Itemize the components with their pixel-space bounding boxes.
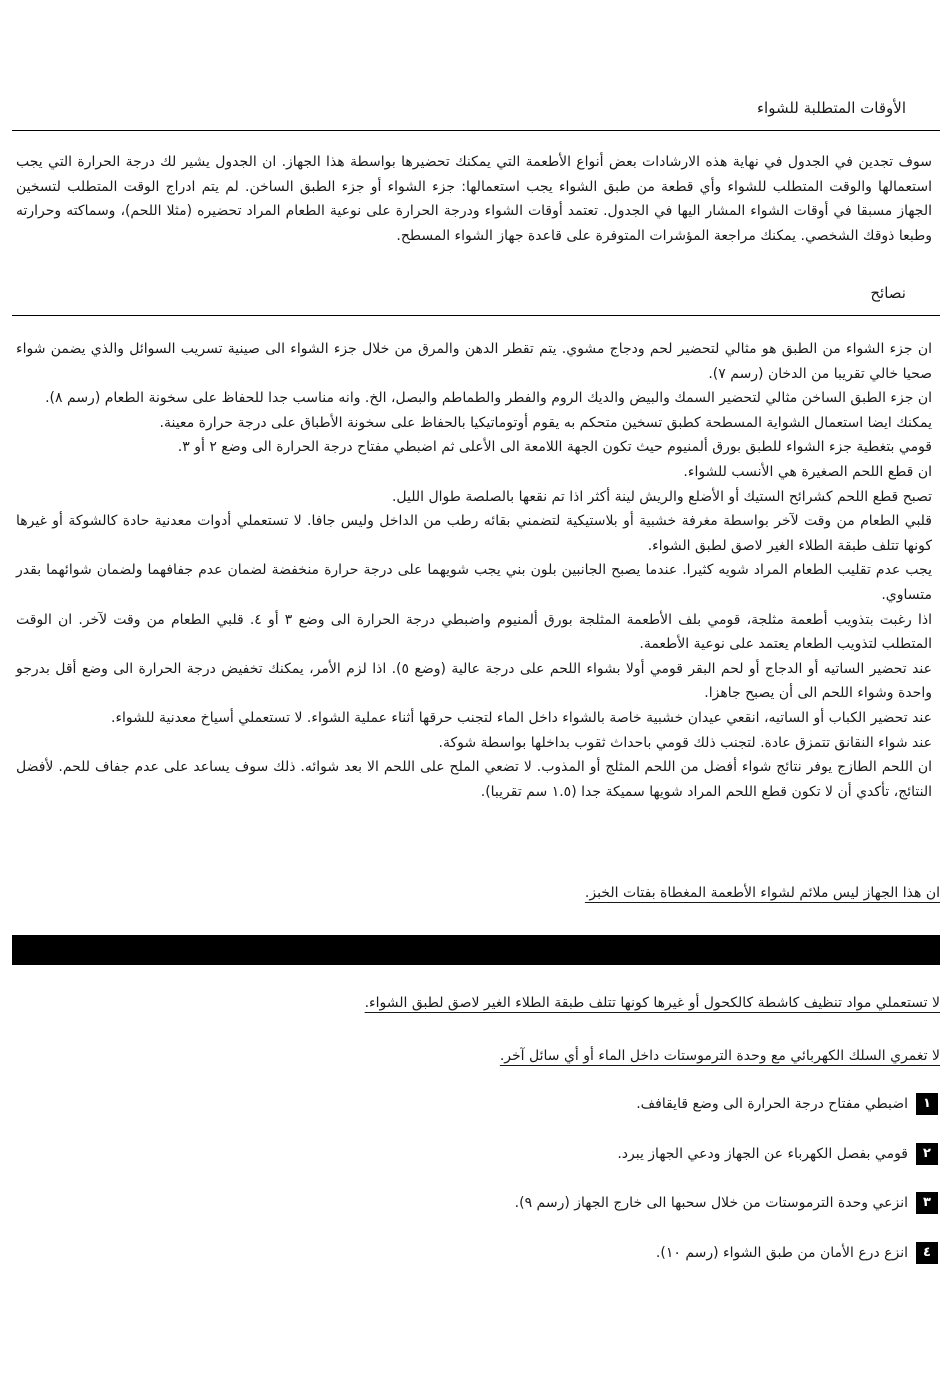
tips-list (16, 337, 932, 804)
step-3 (515, 1192, 938, 1214)
step-1 (636, 1093, 938, 1115)
section-divider (12, 315, 940, 316)
step-text: انزع درع الأمان من طبق الشواء (رسم ١٠). (655, 1245, 908, 1261)
grilling-times-paragraph: سوف تجدين في الجدول في نهاية هذه الارشادات بعض أنواع الأطعمة التي يمكنك تحضيرها بواسطة هذا الجهاز. ان الجدول يشير لك درجة الحرارة التي يجب استعمالها والوقت المتطلب للشواء وأي قطعة من طبق الشواء يجب استعمالها: جزء الشواء أو جزء الطبق الساخن. لم يتم ادراج الوقت المتطلب لتسخين الجهاز مسبقا في أوقات الشواء المشار اليها في الجدول. تعتمد أوقات الشواء ودرجة الحرارة على نوعية الطعام المراد تحضيره (مثلا اللحم)، وسماكته وحرارته وطبعا ذوقك الشخصي. يمكنك مراجعة المؤشرات المتوفرة على قاعدة جهاز الشواء المسطح. (16, 154, 932, 244)
step-text: اضبطي مفتاح درجة الحرارة الى وضع قايقافف. (636, 1096, 908, 1112)
section-title-grilling-times: الأوقات المتطلبة للشواء (756, 99, 906, 117)
step-number-badge: ٢ (916, 1143, 938, 1165)
step-number-badge: ٣ (916, 1192, 938, 1214)
tip-item: ان جزء الطبق الساخن مثالي لتحضير السمك والبيض والديك الروم والفطر والطماطم والبصل، الخ. وانه مناسب جدا للحفاظ على سخونة الطعام (رسم ٨). (45, 390, 932, 407)
tip-item: يجب عدم تقليب الطعام المراد شويه كثيرا. عندما يصبح الجانبين بلون بني يجب شويهما على درجة حرارة منخفضة لضمان عدم جفافهما ولضمان شوائهما بقدر متساوي. (16, 562, 932, 603)
tip-item: ان قطع اللحم الصغيرة هي الأنسب للشواء. (683, 463, 932, 480)
step-4 (656, 1242, 938, 1264)
breadcrumb-warning: ان هذا الجهاز ليس ملائم لشواء الأطعمة المغطاة بفتات الخبز. (584, 885, 940, 901)
tip-item: يمكنك ايضا استعمال الشواية المسطحة كطبق تسخين متحكم به يقوم أوتوماتيكيا بالحفاظ على سخونة الأطباق على درجة حرارة معينة. (159, 414, 932, 431)
section-header-band (12, 935, 940, 965)
immersion-warning: لا تغمري السلك الكهربائي مع وحدة الترموستات داخل الماء أو أي سائل آخر. (499, 1048, 940, 1064)
tip-item: عند شواء النقانق تتمزق عادة. لتجنب ذلك قومي باحداث ثقوب بداخلها بواسطة شوكة. (438, 734, 932, 751)
tip-item: قومي بتغطية جزء الشواء للطبق بورق ألمنيوم حيث تكون الجهة اللامعة الى الأعلى ثم اضبطي مفتاح درجة الحرارة الى وضع ٢ أو ٣. (177, 439, 932, 456)
tip-item: ان جزء الشواء من الطبق هو مثالي لتحضير لحم ودجاج مشوي. يتم تقطر الدهن والمرق من خلال جزء الشواء الى صينية تسريب السوائل والذي يضمن شواء صحيا خالي تقريبا من الدخان (رسم ٧). (16, 341, 932, 382)
tip-item: ان اللحم الطازج يوفر نتائج شواء أفضل من اللحم المثلج أو المذوب. لا تضعي الملح على اللحم الا بعد شوائه. ذلك سوف يساعد على عدم جفاف للحم. لأفضل النتائج، تأكدي أن لا تكون قطع اللحم المراد شويها سميكة جدا (١.٥ سم تقريبا). (16, 759, 932, 800)
step-text: انزعي وحدة الترموستات من خلال سحبها الى خارج الجهاز (رسم ٩). (514, 1195, 908, 1211)
section-divider (12, 130, 940, 131)
tip-item: اذا رغبت بتذويب أطعمة مثلجة، قومي بلف الأطعمة المثلجة بورق ألمنيوم واضبطي درجة الحرارة الى وضع ٣ أو ٤. قلبي الطعام من وقت لآخر. ان الوقت المتطلب لتذويب الطعام يعتمد على نوعية الأطعمة. (16, 611, 932, 653)
tip-item: عند تحضير الساتيه أو الدجاج أو لحم البقر قومي أولا بشواء اللحم على درجة عالية (وضع ٥). اذا لزم الأمر، يمكنك تخفيض درجة الحرارة الى وضع أقل بدرجو واحدة وشواء اللحم الى أن يصبح جاهزا. (16, 660, 932, 702)
tip-item: تصبح قطع اللحم كشرائح الستيك أو الأضلع والريش لينة أكثر اذا تم نقعها بالصلصة طوال الليل. (391, 488, 932, 505)
step-number-badge: ١ (916, 1093, 938, 1115)
tip-item: عند تحضير الكباب أو الساتيه، انقعي عيدان خشبية خاصة بالشواء داخل الماء لتجنب حرقها أثناء عملية الشواء. لا تستعملي أسياخ معدنية للشواء. (111, 709, 932, 726)
step-2 (617, 1143, 938, 1165)
step-number-badge: ٤ (916, 1242, 938, 1264)
step-text: قومي بفصل الكهرباء عن الجهاز ودعي الجهاز يبرد. (617, 1146, 908, 1162)
section-title-tips: نصائح (870, 284, 906, 302)
abrasive-cleaner-warning: لا تستعملي مواد تنظيف كاشطة كالكحول أو غيرها كونها تتلف طبقة الطلاء الغير لاصق لطبق الشواء. (364, 995, 940, 1011)
tip-item: قلبي الطعام من وقت لآخر بواسطة مغرفة خشبية أو بلاستيكية لتضمني بقائه رطب من الداخل وليس جافا. لا تستعملي أدوات معدنية حادة كالشوكة أو غيرها كونها تتلف طبقة الطلاء الغير لاصق لطبق الشواء. (16, 513, 932, 554)
